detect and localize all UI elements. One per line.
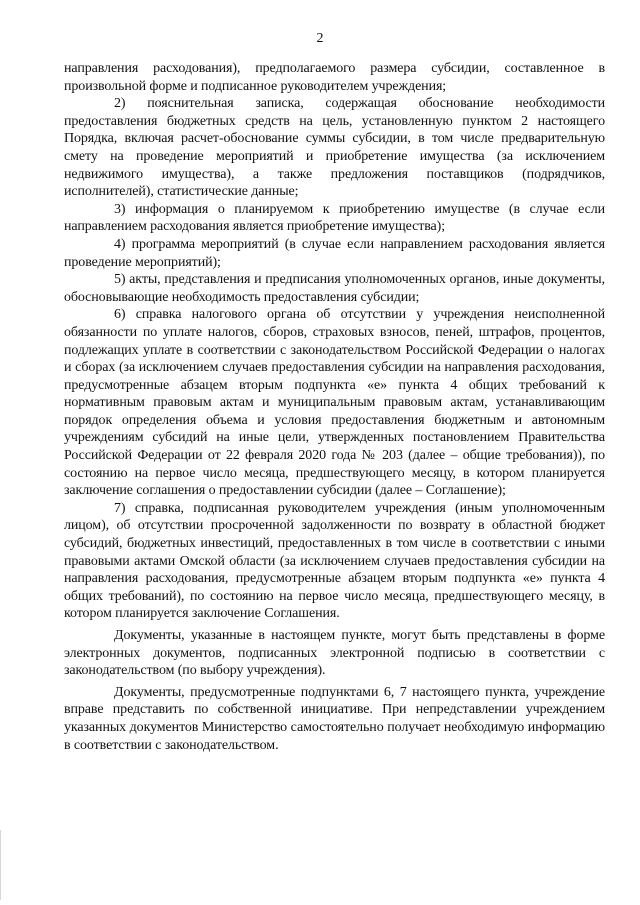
paragraph-item-2: 2) пояснительная записка, содержащая обоснование необходимости предоставления бюджетных средств на цель, установленную пунктом 2 настоящего Порядка, включая расчет-обоснование суммы субсидии, в том числе предварительную смету на проведение мероприятий и приобретение имущества (за исключением недвижимого имущества), а также предложения поставщиков (подрядчиков, исполнителей), статистические данные; [64,96,605,200]
paragraph-continuation: направления расходования), предполагаемого размера субсидии, составленное в произвольной форме и подписанное руководителем учреждения; [64,61,605,94]
paragraph-item-6: 6) справка налогового органа об отсутствии у учреждения неисполненной обязанности по уплате налогов, сборов, страховых взносов, пеней, штрафов, процентов, подлежащих уплате в соответствии с законодательством Российской Федерации о налогах и сборах (за исключением случаев предоставления субсидии на направления расходования, предусмотренные абзацем вторым подпункта «е» пункта 4 общих требований к нормативным правовым актам и муниципальным правовым актам, устанавливающим порядок определения объема и условия предоставления бюджетным и автономным учреждениям субсидий на иные цели, утвержденных постановлением Правительства Российской Федерации от 22 февраля 2020 года № 203 (далее – общие требования)), по состоянию на первое число месяца, предшествующего месяцу, в котором планируется заключение соглашения о предоставлении субсидии (далее – Соглашение); [64,307,605,499]
paragraph-item-3: 3) информация о планируемом к приобретению имуществе (в случае если направлением расходования является приобретение имущества); [64,201,605,235]
paragraph-own-initiative: Документы, предусмотренные подпунктами 6, 7 настоящего пункта, учреждение вправе представить по собственной инициативе. При непредставлении учреждением указанных документов Министерство самостоятельно получает необходимую информацию в соответствии с законодательством. [64,684,605,753]
paragraph-electronic-documents: Документы, указанные в настоящем пункте, могут быть представлены в форме электронных документов, подписанных электронной подписью в соответствии с законодательством (по выбору учреждения). [64,628,605,679]
scan-edge-mark [0,830,7,900]
paragraph-item-5: 5) акты, представления и предписания уполномоченных органов, иные документы, обосновывающие необходимость предоставления субсидии; [64,272,605,305]
document-body [64,60,605,754]
paragraph-item-7: 7) справка, подписанная руководителем учреждения (иным уполномоченным лицом), об отсутствии просроченной задолженности по возврату в областной бюджет субсидий, бюджетных инвестиций, предоставленных в том числе в соответствии с иными правовыми актами Омской области (за исключением случаев предоставления субсидии на направления расходования, предусмотренные абзацем вторым подпункта «е» пункта 4 общих требований), по состоянию на первое число месяца, предшествующего месяцу, в котором планируется заключение Соглашения. [64,500,605,622]
paragraph-item-4: 4) программа мероприятий (в случае если направлением расходования является проведение мероприятий); [64,236,605,270]
page-number: 2 [316,31,324,46]
